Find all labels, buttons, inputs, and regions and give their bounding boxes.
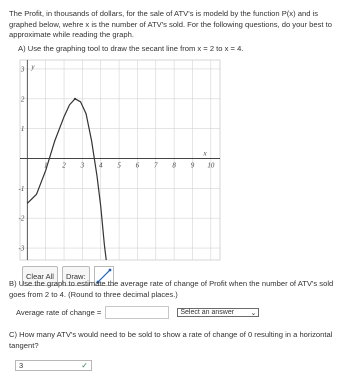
profit-graph[interactable]: [20, 60, 220, 260]
x-tick-label: 4: [98, 161, 103, 170]
draw-label: Draw:: [62, 266, 90, 286]
chevron-down-icon: ⌄: [250, 309, 257, 317]
part-c-question: C) How many ATV's would need to be sold to show a rate of change of 0 resulting in a horizontal tangent?: [9, 330, 333, 350]
part-c-answer-field[interactable]: [15, 360, 92, 371]
rate-label: Average rate of change =: [16, 308, 102, 317]
clear-all-button[interactable]: Clear All: [22, 266, 58, 286]
x-tick-label: 2: [62, 161, 66, 170]
x-tick-label: 8: [172, 161, 176, 170]
x-axis-label: x: [203, 149, 207, 158]
x-tick-label: 3: [80, 161, 85, 170]
x-tick-label: 9: [190, 161, 195, 170]
x-tick-label: 6: [135, 161, 140, 170]
part-b-question: B) Use the graph to estimate the average rate of change of Profit when the number of ATV's sold goes from 2 to 4. (Round to three decimal places.): [9, 279, 334, 299]
units-select[interactable]: [177, 308, 259, 317]
y-tick-label: -2: [18, 214, 25, 223]
intro-text: The Profit, in thousands of dollars, for the sale of ATV's is modeld by the function P(x) and is graphed below, wehre x is the number of ATV's sold. For the following questions, do your best to approximate while reading the graph.: [9, 9, 332, 40]
y-tick-label: 2: [20, 95, 25, 104]
part-a-question: A) Use the graphing tool to draw the secant line from x = 2 to x = 4.: [18, 44, 244, 53]
x-tick-label: 5: [117, 161, 121, 170]
check-mark-icon: ✓: [81, 361, 88, 370]
units-select-value: Select an answer: [180, 309, 235, 316]
x-tick-label: 10: [207, 161, 215, 170]
y-tick-label: -3: [18, 244, 25, 253]
y-axis-label: y: [31, 62, 35, 71]
y-tick-label: 1: [20, 125, 25, 134]
graph-background: [20, 60, 220, 260]
rate-row: [16, 306, 259, 319]
part-c-answer-value: 3: [19, 361, 24, 370]
rate-input[interactable]: [105, 306, 169, 319]
x-tick-label: 1: [43, 161, 48, 170]
y-tick-label: 3: [20, 65, 25, 74]
y-tick-label: -1: [18, 184, 25, 193]
peak-point: [74, 98, 76, 100]
x-tick-label: 7: [154, 161, 158, 170]
